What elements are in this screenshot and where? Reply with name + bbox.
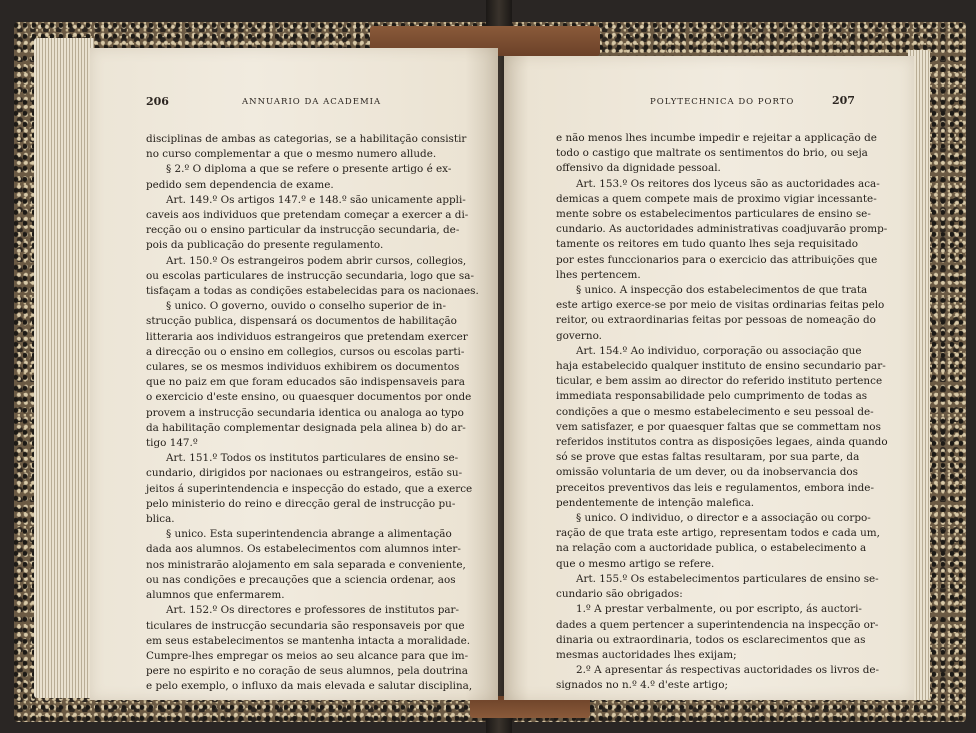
text-line: provem a instrucção secundaria identica ou analoga ao typo — [146, 406, 464, 419]
text-line: e não menos lhes incumbe impedir e rejeitar a applicação de — [556, 132, 877, 144]
text-line: referidos institutos contra as disposições legaes, ainda quando — [556, 436, 888, 449]
text-line: pois da publicação do presente regulamento. — [146, 239, 384, 252]
text-line: da habilitação complementar designada pela alinea b) do ar- — [146, 421, 466, 434]
text-line: que o mesmo artigo se refere. — [556, 557, 715, 570]
text-line: caveis aos individuos que pretendam começar a exercer a di- — [146, 209, 469, 222]
text-line: signados no n.º 4.º d'este artigo; — [556, 679, 728, 692]
text-line: 1.º A prestar verbalmente, ou por escripto, ás auctori- — [576, 603, 862, 616]
text-line: ticular, e bem assim ao director do referido instituto pertence — [556, 375, 883, 388]
text-line: blica. — [146, 513, 175, 526]
text-line: haja estabelecido qualquer instituto de ensino secundario par- — [556, 360, 886, 373]
text-line: § 2.º O diploma a que se refere o presente artigo é ex- — [166, 163, 452, 176]
text-line: condições a que o mesmo estabelecimento e seu pessoal de- — [556, 405, 874, 418]
text-line: tigo 147.º — [146, 437, 198, 450]
text-line: a direcção ou o ensino em collegios, cursos ou escolas parti- — [146, 345, 465, 358]
text-line: demicas a quem compete mais de proximo vigiar incessante- — [556, 192, 877, 205]
text-line: ração de que trata este artigo, representam todos e cada um, — [556, 527, 880, 540]
text-line: dinaria ou extraordinaria, todos os esclarecimentos que as — [556, 633, 866, 646]
text-line: Cumpre-lhes empregar os meios ao seu alcance para que im- — [146, 649, 469, 662]
text-line: governo. — [556, 329, 602, 342]
text-line: dades a quem pertencer a superintendencia na inspecção or- — [556, 618, 879, 631]
text-line: pere no espirito e no coração de seus alumnos, pela doutrina — [146, 665, 468, 678]
text-line: § unico. O governo, ouvido o conselho superior de in- — [166, 300, 446, 313]
text-line: ou escolas particulares de instrucção secundaria, logo que sa- — [146, 269, 474, 282]
text-line: preceitos preventivos das leis e regulamentos, embora inde- — [556, 481, 874, 494]
text-line: recção ou o ensino particular da instrucção secundaria, de- — [146, 224, 460, 237]
page-edges-left — [34, 38, 94, 698]
text-line: pelo ministerio do reino e direcção geral de instrucção pu- — [146, 497, 456, 510]
left-page — [90, 48, 498, 700]
text-line: na relação com a auctoridade publica, o estabelecimento a — [556, 542, 867, 555]
text-line: § unico. A inspecção dos estabelecimentos de que trata — [576, 284, 868, 297]
text-line: § unico. O individuo, o director e a associação ou corpo- — [576, 512, 871, 525]
right-page-header — [504, 56, 914, 116]
text-line: dada aos alumnos. Os estabelecimentos com alumnos inter- — [146, 543, 461, 556]
left-page-number: 206 — [146, 95, 169, 108]
text-line: Art. 149.º Os artigos 147.º e 148.º são unicamente appli- — [166, 193, 466, 206]
text-line: mesmas auctoridades lhes exijam; — [556, 648, 737, 661]
text-line: offensivo da dignidade pessoal. — [556, 162, 721, 175]
text-line: § unico. Esta superintendencia abrange a alimentação — [166, 528, 452, 541]
text-line: mente sobre os estabelecimentos particulares de ensino se- — [556, 208, 871, 221]
text-line: cundario. As auctoridades administrativas coadjuvarão promp- — [556, 223, 888, 236]
text-line: immediata responsabilidade pelo cumprimento de todas as — [556, 390, 868, 403]
text-line: jeitos á superintendencia e inspecção do estado, que a exerce — [146, 482, 473, 495]
text-line: Art. 150.º Os estrangeiros podem abrir cursos, collegios, — [166, 254, 467, 267]
left-running-head: ANNUARIO DA ACADEMIA — [242, 97, 382, 107]
text-line: todo o castigo que maltrate os sentimentos do brio, ou seja — [556, 147, 868, 160]
text-line: tisfaçam a todas as condições estabelecidas para os nacionaes. — [146, 285, 479, 298]
text-line: Art. 152.º Os directores e professores de institutos par- — [166, 604, 460, 617]
text-line: só se prove que estas faltas resultaram, por sua parte, da — [556, 451, 860, 464]
text-line: lhes pertencem. — [556, 268, 641, 281]
text-line: vem satisfazer, e por quaesquer faltas que se commettam nos — [556, 420, 881, 433]
right-running-head: POLYTECHNICA DO PORTO — [650, 97, 795, 107]
right-page-body — [556, 131, 888, 694]
text-line: Art. 153.º Os reitores dos lyceus são as auctoridades aca- — [576, 177, 880, 190]
text-line: o exercicio d'este ensino, ou quaesquer documentos por onde — [146, 391, 472, 404]
text-line: por estes funccionarios para o exercicio das attribuições que — [556, 253, 878, 266]
text-line: pedido sem dependencia de exame. — [146, 178, 334, 191]
text-line: Art. 151.º Todos os institutos particulares de ensino se- — [166, 452, 459, 465]
text-line: no curso complementar a que o mesmo numero allude. — [146, 148, 437, 161]
text-line: reitor, ou extraordinarias feitas por pessoas de nomeação do — [556, 314, 876, 327]
text-line: omissão voluntaria de um dever, ou da inobservancia dos — [556, 466, 858, 479]
text-line: pendentemente de intenção malefica. — [556, 496, 755, 509]
right-page-number: 207 — [832, 94, 855, 107]
left-page-header — [90, 97, 498, 111]
text-line: tamente os reitores em tudo quanto lhes seja requisitado — [556, 238, 858, 251]
text-line: ou nas condições e precauções que a sciencia ordenar, aos — [146, 573, 456, 586]
left-page-body — [146, 132, 479, 695]
text-line: este artigo exerce-se por meio de visitas ordinarias feitas pelo — [556, 299, 885, 312]
text-line: strucção publica, dispensará os documentos de habilitação — [146, 315, 457, 328]
text-line: e pelo exemplo, o influxo da mais elevada e salutar disciplina, — [146, 680, 473, 693]
text-line: em seus estabelecimentos se mantenha intacta a moralidade. — [146, 634, 471, 647]
text-line: disciplinas de ambas as categorias, se a habilitação consistir — [146, 133, 467, 145]
text-line: 2.º A apresentar ás respectivas auctoridades os livros de- — [576, 664, 880, 677]
text-line: culares, se os mesmos individuos exhibirem os documentos — [146, 361, 460, 374]
text-line: Art. 155.º Os estabelecimentos particulares de ensino se- — [576, 572, 879, 585]
text-line: litteraria aos individuos estrangeiros que pretendam exercer — [146, 330, 468, 343]
text-line: cundario são obrigados: — [556, 588, 683, 601]
text-line: cundario, dirigidos por nacionaes ou estrangeiros, estão su- — [146, 467, 463, 480]
right-page — [504, 56, 914, 700]
text-line: Art. 154.º Ao individuo, corporação ou associação que — [576, 344, 862, 357]
text-line: alumnos que enfermarem. — [146, 589, 285, 602]
text-line: ticulares de instrucção secundaria são responsaveis por que — [146, 619, 465, 632]
text-line: nos ministrarão alojamento em sala separada e conveniente, — [146, 558, 466, 571]
text-line: que no paiz em que foram educados são indispensaveis para — [146, 376, 465, 389]
